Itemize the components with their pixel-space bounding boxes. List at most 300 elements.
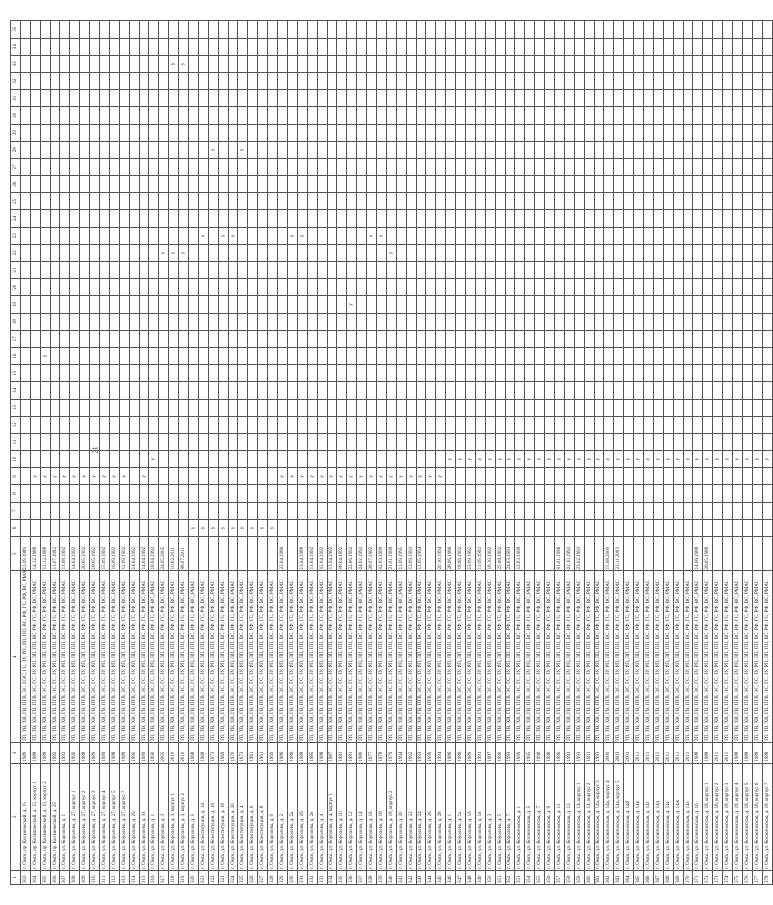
mark-cell [278, 158, 288, 175]
mark-cell [129, 158, 139, 175]
mark-cell [436, 279, 446, 296]
mark-cell [634, 21, 644, 39]
mark-cell [80, 38, 90, 55]
mark-cell [465, 90, 475, 107]
table-row [357, 21, 367, 885]
mark-cell: у [386, 468, 396, 485]
mark-cell [30, 21, 40, 39]
mark-cell [465, 124, 475, 141]
row-number: 306 [50, 870, 60, 884]
mark-cell [149, 502, 159, 519]
mark-cell [70, 347, 80, 364]
mark-cell [367, 141, 377, 158]
mark-cell [90, 193, 100, 210]
mark-cell [495, 468, 505, 485]
mark-cell [80, 72, 90, 89]
mark-cell [634, 227, 644, 244]
mark-cell [198, 158, 208, 175]
mark-cell [238, 416, 248, 433]
mark-cell [416, 72, 426, 89]
mark-cell [317, 451, 327, 468]
mark-cell [713, 382, 723, 399]
mark-cell [574, 158, 584, 175]
mark-cell [574, 227, 584, 244]
mark-cell [327, 158, 337, 175]
mark-cell [357, 313, 367, 330]
mark-cell [406, 90, 416, 107]
mark-cell [357, 244, 367, 261]
mark-cell [446, 72, 456, 89]
mark-cell [505, 72, 515, 89]
address-cell: г. Омск, ул. Космическая, д. 14ж [673, 763, 683, 870]
table-row [337, 21, 347, 885]
mark-cell [30, 90, 40, 107]
mark-cell [742, 502, 752, 519]
mark-cell [179, 279, 189, 296]
mark-cell [515, 296, 525, 313]
systems-cell: ТП, ТВ, ХВ, ГВ, ПГВ, ЭС, ГС, ЗУ, РП, ЛП, ПП, ВС, РФ, ГС, РФ, ВС, РМАС [495, 571, 505, 743]
row-number: 360 [584, 870, 594, 884]
mark-cell [594, 176, 604, 193]
mark-cell [663, 158, 673, 175]
mark-cell [347, 176, 357, 193]
mark-cell [742, 433, 752, 450]
address-cell: г. Омск, ул. Космическая, д. 14а, корпус 3 [594, 763, 604, 870]
row-number: 347 [456, 870, 466, 884]
mark-cell [554, 382, 564, 399]
mark-cell [495, 210, 505, 227]
mark-cell [149, 210, 159, 227]
systems-cell: ТП, ТВ, ХВ, ГВ, ПГВ, ЭС, ГС, ЗУ, РП, ЛП, ПП, ВС, РФ, ГС, РФ, ВС, РМАС [159, 571, 169, 743]
mark-cell [505, 330, 515, 347]
mark-cell [733, 296, 743, 313]
systems-cell: ТП, ТВ, ХВ, ГВ, ПГВ, ЭС, ГС, ЗУ, РП, ЛП, ПП, ВС, РФ, ГС, РФ, ВС, РМАС [317, 571, 327, 743]
mark-cell [614, 382, 624, 399]
row-number: 328 [268, 870, 278, 884]
mark-cell [495, 433, 505, 450]
mark-cell [347, 399, 357, 416]
mark-cell [604, 279, 614, 296]
mark-cell [357, 107, 367, 124]
mark-cell [436, 38, 446, 55]
mark-cell [495, 227, 505, 244]
mark-cell [752, 279, 762, 296]
mark-cell [367, 519, 377, 536]
mark-cell [673, 21, 683, 39]
mark-cell [762, 72, 772, 89]
mark-cell [426, 176, 436, 193]
mark-cell [456, 347, 466, 364]
row-number: 310 [90, 870, 100, 884]
address-cell: г. Омск, ул. Королева, д. 20 [396, 763, 406, 870]
mark-cell [248, 416, 258, 433]
mark-cell [238, 227, 248, 244]
mark-cell [485, 262, 495, 279]
address-cell: г. Омск, ул. Королева, д. 2б [297, 763, 307, 870]
mark-cell [60, 416, 70, 433]
row-number: 324 [228, 870, 238, 884]
mark-cell [505, 38, 515, 55]
mark-cell [396, 158, 406, 175]
mark-cell [30, 158, 40, 175]
mark-cell [426, 227, 436, 244]
date-cell: 15.08.2000 [604, 537, 614, 571]
systems-cell: ТП, ТВ, ХВ, ГВ, ПГВ, ЭС, ГС, ЗУ, РП, ЛП, ПП, ВС, РФ, ГС, РФ, ВС, РМАС [238, 571, 248, 743]
mark-cell [604, 502, 614, 519]
mark-cell [268, 313, 278, 330]
mark-cell [703, 176, 713, 193]
mark-cell [713, 296, 723, 313]
mark-cell [357, 502, 367, 519]
mark-cell [40, 399, 50, 416]
mark-cell [663, 176, 673, 193]
mark-cell [465, 244, 475, 261]
mark-cell [327, 347, 337, 364]
mark-cell [703, 330, 713, 347]
mark-cell [762, 227, 772, 244]
mark-cell [733, 55, 743, 72]
mark-cell [614, 399, 624, 416]
mark-cell [317, 21, 327, 39]
mark-cell [465, 210, 475, 227]
mark-cell [307, 176, 317, 193]
mark-cell [723, 416, 733, 433]
row-number: 356 [545, 870, 555, 884]
date-cell: 12.05.1994 [416, 537, 426, 571]
mark-cell [189, 158, 199, 175]
mark-cell [30, 416, 40, 433]
mark-cell [268, 296, 278, 313]
mark-cell [604, 176, 614, 193]
mark-cell [139, 141, 149, 158]
mark-cell [287, 313, 297, 330]
mark-cell [208, 330, 218, 347]
mark-cell [416, 502, 426, 519]
mark-cell [673, 72, 683, 89]
systems-cell: ТП, ТВ, ХВ, ГВ, ПГВ, ЭС, ГС, ЗУ, РП, ЛП, ПП, ВС, РФ, ГС, РФ, ВС, РМАС [218, 571, 228, 743]
mark-cell: у [713, 451, 723, 468]
mark-cell [614, 502, 624, 519]
mark-cell [584, 485, 594, 502]
mark-cell [357, 279, 367, 296]
mark-cell [525, 90, 535, 107]
mark-cell [139, 416, 149, 433]
mark-cell: у [376, 227, 386, 244]
mark-cell [208, 313, 218, 330]
mark-cell [30, 176, 40, 193]
mark-cell [634, 468, 644, 485]
mark-cell [218, 176, 228, 193]
mark-cell [376, 399, 386, 416]
mark-cell: у [584, 451, 594, 468]
year-cell: 1983 [337, 743, 347, 763]
mark-cell [446, 313, 456, 330]
mark-cell [179, 124, 189, 141]
mark-cell [673, 107, 683, 124]
mark-cell [337, 72, 347, 89]
table-row [624, 21, 634, 885]
mark-cell [634, 347, 644, 364]
mark-cell [733, 279, 743, 296]
table-row [327, 21, 337, 885]
column-header: 25 [11, 193, 21, 210]
mark-cell [396, 330, 406, 347]
mark-cell [634, 330, 644, 347]
mark-cell: у [218, 227, 228, 244]
mark-cell [189, 193, 199, 210]
mark-cell [594, 399, 604, 416]
mark-cell [40, 227, 50, 244]
mark-cell [258, 227, 268, 244]
column-header: 11 [11, 433, 21, 450]
mark-cell [169, 330, 179, 347]
mark-cell [159, 107, 169, 124]
mark-cell [624, 244, 634, 261]
mark-cell [50, 485, 60, 502]
mark-cell [673, 433, 683, 450]
mark-cell [80, 365, 90, 382]
mark-cell [100, 55, 110, 72]
table-row [238, 21, 248, 885]
row-number: 346 [446, 870, 456, 884]
mark-cell [307, 519, 317, 536]
column-header: 17 [11, 330, 21, 347]
mark-cell [693, 124, 703, 141]
mark-cell [60, 399, 70, 416]
mark-cell [139, 279, 149, 296]
mark-cell [495, 90, 505, 107]
mark-cell [604, 485, 614, 502]
mark-cell [554, 124, 564, 141]
mark-cell [238, 124, 248, 141]
mark-cell [179, 141, 189, 158]
mark-cell [40, 279, 50, 296]
mark-cell [268, 227, 278, 244]
mark-cell [376, 193, 386, 210]
mark-cell [367, 399, 377, 416]
mark-cell: у [574, 451, 584, 468]
systems-cell: ТП, ТВ, ХВ, ГВ, ПГВ, ЭС, ГС, ЗУ, РП, ЛП, ПП, ВС, РФ, ГС, РФ, ВС, РМАС [386, 571, 396, 743]
row-number: 357 [554, 870, 564, 884]
mark-cell [70, 38, 80, 55]
mark-cell [465, 313, 475, 330]
mark-cell [297, 90, 307, 107]
mark-cell [218, 210, 228, 227]
date-cell: 14.04.1992 [129, 537, 139, 571]
mark-cell [238, 382, 248, 399]
year-cell: 2000 [604, 743, 614, 763]
mark-cell [307, 416, 317, 433]
mark-cell [60, 90, 70, 107]
mark-cell [287, 519, 297, 536]
mark-cell [386, 451, 396, 468]
mark-cell [515, 468, 525, 485]
mark-cell [248, 193, 258, 210]
mark-cell [228, 38, 238, 55]
systems-cell: ТП, ТВ, ХВ, ГВ, ПГВ, ЭС, ГС, ЗУ, РП, ЛП, ПП, ВС, РФ, ГС, РФ, ВС, РМАС [535, 571, 545, 743]
mark-cell [525, 210, 535, 227]
mark-cell [287, 330, 297, 347]
mark-cell [179, 416, 189, 433]
mark-cell [446, 279, 456, 296]
mark-cell [703, 158, 713, 175]
mark-cell [258, 399, 268, 416]
mark-cell [416, 107, 426, 124]
mark-cell [634, 502, 644, 519]
mark-cell [248, 502, 258, 519]
mark-cell [614, 416, 624, 433]
mark-cell [752, 416, 762, 433]
mark-cell [644, 193, 654, 210]
mark-cell: у [198, 519, 208, 536]
mark-cell [297, 330, 307, 347]
year-cell: 1989 [139, 743, 149, 763]
row-number: 371 [693, 870, 703, 884]
mark-cell [594, 433, 604, 450]
mark-cell [406, 107, 416, 124]
mark-cell [634, 416, 644, 433]
mark-cell [159, 468, 169, 485]
year-cell: 1992 [50, 743, 60, 763]
column-header: 4 [11, 571, 21, 743]
mark-cell [634, 296, 644, 313]
mark-cell [456, 107, 466, 124]
address-cell: г. Омск, ул. Королева, д. 27, корпус 2 [80, 763, 90, 870]
row-number: 330 [287, 870, 297, 884]
systems-cell: ТП, ТВ, ХВ, ГВ, ПГВ, ЭС, ГС, ЗУ, РП, ЛП, ПП, ВС, РФ, ГС, РФ, ВС, РМАС [673, 571, 683, 743]
mark-cell [159, 55, 169, 72]
date-cell [594, 537, 604, 571]
mark-cell [248, 330, 258, 347]
mark-cell [248, 347, 258, 364]
mark-cell [20, 158, 30, 175]
mark-cell [653, 519, 663, 536]
mark-cell [327, 38, 337, 55]
year-cell: 1992 [60, 743, 70, 763]
mark-cell [634, 262, 644, 279]
mark-cell [545, 382, 555, 399]
column-header: 18 [11, 313, 21, 330]
mark-cell: у [40, 468, 50, 485]
row-number: 313 [119, 870, 129, 884]
mark-cell [30, 347, 40, 364]
date-cell: 18.06.1992 [456, 537, 466, 571]
mark-cell [100, 124, 110, 141]
mark-cell [594, 502, 604, 519]
mark-cell [327, 262, 337, 279]
mark-cell [594, 485, 604, 502]
mark-cell [564, 176, 574, 193]
mark-cell [644, 279, 654, 296]
mark-cell [485, 416, 495, 433]
mark-cell [278, 227, 288, 244]
mark-cell [663, 55, 673, 72]
mark-cell [159, 193, 169, 210]
mark-cell [169, 279, 179, 296]
mark-cell [367, 330, 377, 347]
mark-cell [50, 382, 60, 399]
systems-cell: ТП, ТВ, ХВ, ГВ, ПГВ, ЭС, ГС, ЗУ, РП, ЛП, ПП, ВС, РФ, ГС, РФ, ВС, РМАС [100, 571, 110, 743]
mark-cell: у [693, 451, 703, 468]
table-row [614, 21, 624, 885]
address-cell: г. Омск, ул. Королева, д. 4, корпус 1 [327, 763, 337, 870]
mark-cell [50, 279, 60, 296]
mark-cell [614, 38, 624, 55]
mark-cell [278, 55, 288, 72]
mark-cell [159, 519, 169, 536]
mark-cell [406, 330, 416, 347]
date-cell: 13.04.1992 [327, 537, 337, 571]
address-cell: г. Омск, ул. Конституции, д. 8 [258, 763, 268, 870]
mark-cell [723, 296, 733, 313]
mark-cell [535, 433, 545, 450]
systems-cell: ТП, ТВ, ХВ, ГВ, ПГВ, ЭС, ГС, ЗУ, РП, ЛП, ПП, ВС, РФ, ГС, РФ, ВС, РМАС [653, 571, 663, 743]
mark-cell [485, 502, 495, 519]
year-cell: 1999 [515, 743, 525, 763]
mark-cell [287, 21, 297, 39]
mark-cell [594, 141, 604, 158]
year-cell: 1994 [436, 743, 446, 763]
mark-cell [733, 244, 743, 261]
mark-cell [90, 502, 100, 519]
mark-cell [663, 416, 673, 433]
table-row [505, 21, 515, 885]
date-cell [287, 537, 297, 571]
date-cell [673, 537, 683, 571]
mark-cell [189, 72, 199, 89]
mark-cell [416, 416, 426, 433]
mark-cell [248, 227, 258, 244]
address-cell: г. Омск, ул. Королева, д. 29 [129, 763, 139, 870]
systems-cell: ТП, ТВ, ХВ, ГВ, ПГВ, ЭС, ГС, ЗУ, РП, ЛП, ПП, ВС, РФ, ГС, РФ, ВС, РМАС [634, 571, 644, 743]
mark-cell [119, 227, 129, 244]
mark-cell [208, 72, 218, 89]
row-number: 321 [198, 870, 208, 884]
mark-cell [436, 382, 446, 399]
mark-cell [109, 399, 119, 416]
systems-cell: ТП, ТВ, ХВ, ГВ, ПГВ, ЭС, ГС, ЗУ, РП, ЛП, ПП, ВС, РФ, ГС, РФ, ВС, РМАС [545, 571, 555, 743]
mark-cell: у [337, 468, 347, 485]
mark-cell [703, 502, 713, 519]
mark-cell [218, 158, 228, 175]
mark-cell [159, 347, 169, 364]
mark-cell [60, 296, 70, 313]
mark-cell [436, 330, 446, 347]
mark-cell [634, 107, 644, 124]
mark-cell [347, 416, 357, 433]
mark-cell: у [70, 468, 80, 485]
mark-cell [208, 158, 218, 175]
mark-cell [485, 347, 495, 364]
mark-cell [169, 296, 179, 313]
address-cell: г. Омск, ул. Космическая, д. 14а, корпус 4 [604, 763, 614, 870]
mark-cell [663, 382, 673, 399]
mark-cell [614, 107, 624, 124]
mark-cell [50, 262, 60, 279]
mark-cell [713, 124, 723, 141]
mark-cell [218, 399, 228, 416]
mark-cell [208, 227, 218, 244]
mark-cell [347, 55, 357, 72]
mark-cell [70, 72, 80, 89]
table-row [535, 21, 545, 885]
mark-cell [357, 90, 367, 107]
mark-cell [337, 38, 347, 55]
mark-cell [723, 433, 733, 450]
mark-cell [535, 124, 545, 141]
mark-cell [317, 158, 327, 175]
mark-cell [297, 72, 307, 89]
